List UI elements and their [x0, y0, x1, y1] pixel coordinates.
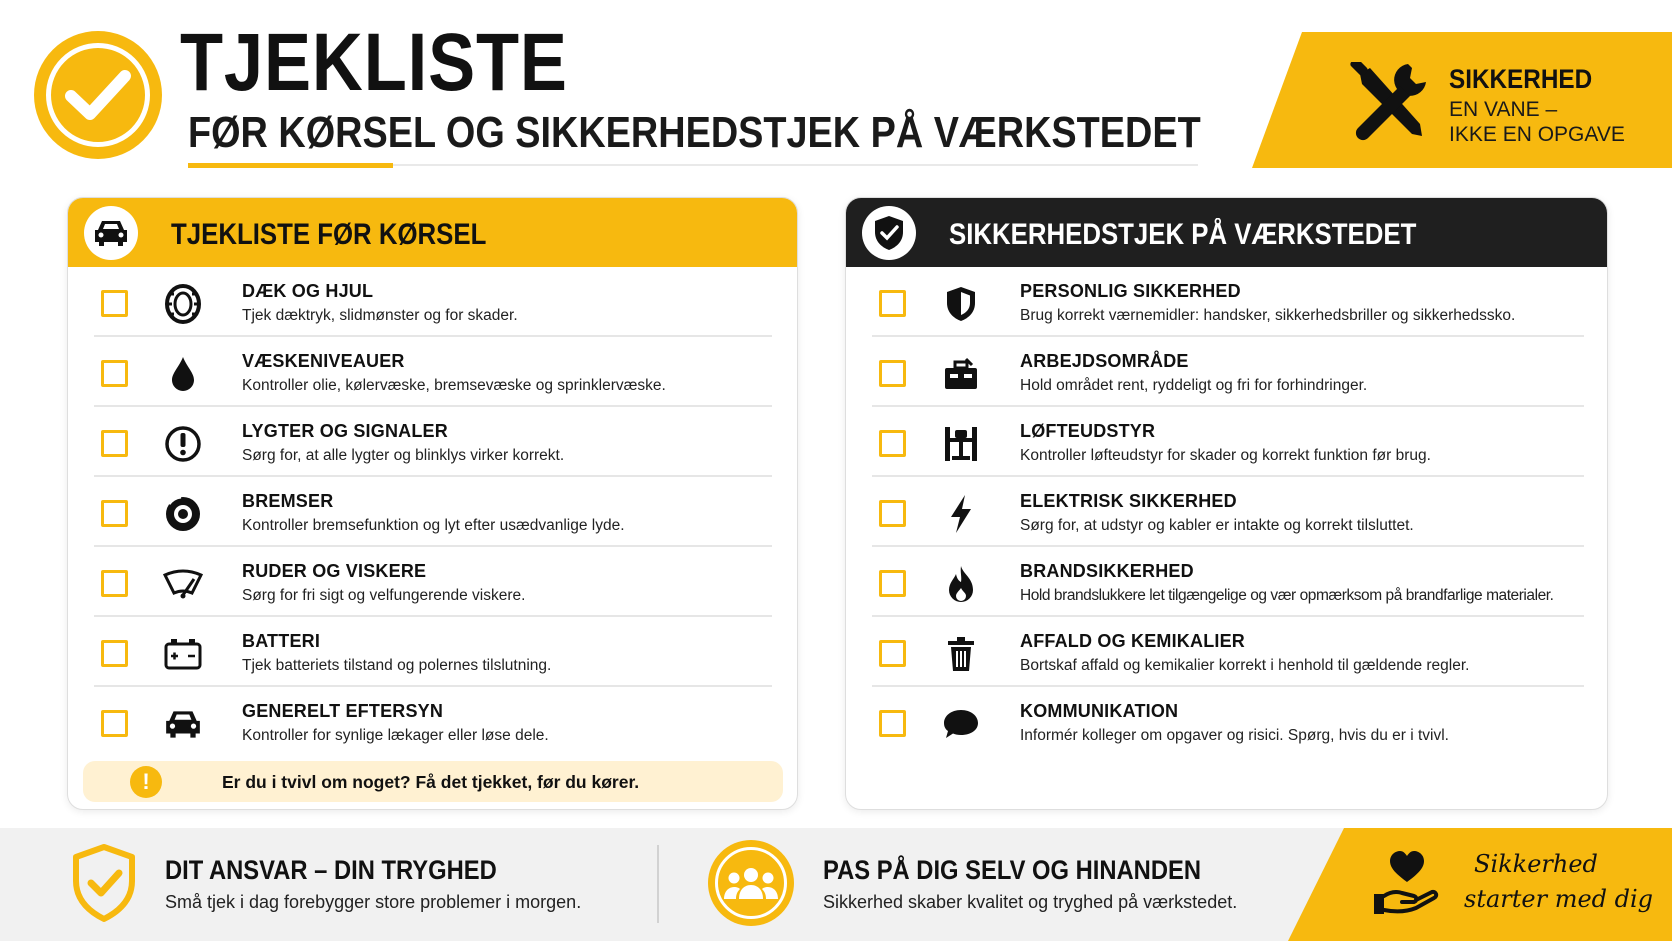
heart-hand-icon	[1372, 848, 1442, 918]
battery-icon	[163, 637, 203, 671]
checkbox[interactable]	[101, 570, 128, 597]
footer-middle-title: PAS PÅ DIG SELV OG HINANDEN	[823, 855, 1202, 885]
checkbox[interactable]	[101, 360, 128, 387]
checklist-item	[872, 687, 1584, 757]
item-description: Sørg for fri sigt og velfungerende viskere.	[242, 587, 526, 604]
item-title: ELEKTRISK SIKKERHED	[1020, 491, 1237, 511]
item-description: Kontroller bremsefunktion og lyt efter usædvanlige lyde.	[242, 517, 625, 534]
shield-check-icon	[872, 214, 906, 252]
item-description: Hold området rent, ryddeligt og fri for forhindringer.	[1020, 377, 1368, 394]
item-description: Sørg for, at udstyr og kabler er intakte og korrekt tilsluttet.	[1020, 517, 1414, 534]
item-description: Informér kolleger om opgaver og risici. Spørg, hvis du er i tvivl.	[1020, 727, 1449, 744]
toolbox-icon	[942, 356, 980, 392]
checkbox[interactable]	[879, 290, 906, 317]
checklist-item	[872, 477, 1584, 547]
checklist-item	[94, 547, 772, 617]
drop-icon	[169, 355, 197, 393]
checklist-item	[872, 407, 1584, 477]
tire-icon	[164, 284, 202, 324]
item-description: Tjek dæktryk, slidmønster og for skader.	[242, 307, 518, 324]
trash-icon	[946, 635, 976, 673]
checklist-item	[94, 687, 772, 757]
lightning-icon	[948, 494, 974, 534]
wrench-screwdriver-icon	[1350, 62, 1428, 144]
item-description: Kontroller løfteudstyr for skader og korrekt funktion før brug.	[1020, 447, 1431, 464]
item-description: Kontroller olie, kølervæske, bremsevæske og sprinklervæske.	[242, 377, 666, 394]
checkbox[interactable]	[879, 710, 906, 737]
item-title: VÆSKENIVEAUER	[242, 351, 405, 371]
checklist-item	[872, 547, 1584, 617]
item-title: BRANDSIKKERHED	[1020, 561, 1194, 581]
item-title: PERSONLIG SIKKERHED	[1020, 281, 1241, 301]
footer-divider	[657, 845, 659, 923]
checkbox[interactable]	[101, 430, 128, 457]
car-icon	[92, 218, 130, 248]
checklist-item	[94, 337, 772, 407]
panel-header	[68, 198, 797, 267]
brake-disc-icon	[163, 494, 203, 534]
item-title: KOMMUNIKATION	[1020, 701, 1179, 721]
tip-text: Er du i tvivl om noget? Få det tjekket, før du kører.	[222, 772, 640, 792]
checkbox[interactable]	[879, 430, 906, 457]
checkmark-icon	[65, 68, 131, 122]
item-description: Tjek batteriets tilstand og polernes tilslutning.	[242, 657, 552, 674]
car-icon	[163, 708, 203, 740]
logo-badge	[34, 31, 162, 159]
item-title: DÆK OG HJUL	[242, 281, 374, 301]
banner-title: SIKKERHED	[1449, 64, 1593, 94]
checklist-item	[872, 617, 1584, 687]
shield-icon	[944, 285, 978, 323]
footer-slogan-line-2: starter med dig	[1464, 885, 1654, 913]
panel-header	[846, 198, 1607, 267]
footer-left-title: DIT ANSVAR – DIN TRYGHED	[165, 855, 497, 885]
panel-title: TJEKLISTE FØR KØRSEL	[171, 218, 487, 251]
checklist-item	[94, 267, 772, 337]
checkbox[interactable]	[879, 570, 906, 597]
item-title: RUDER OG VISKERE	[242, 561, 427, 581]
exclamation-icon: !	[130, 766, 162, 798]
item-title: GENERELT EFTERSYN	[242, 701, 444, 721]
checklist-item	[94, 477, 772, 547]
page-subtitle: FØR KØRSEL OG SIKKERHEDSTJEK PÅ VÆRKSTEDET	[188, 108, 1201, 157]
checkbox[interactable]	[879, 360, 906, 387]
lift-icon	[942, 424, 980, 464]
people-icon	[721, 863, 781, 903]
checkbox[interactable]	[101, 500, 128, 527]
item-description: Sørg for, at alle lygter og blinklys virker korrekt.	[242, 447, 565, 464]
footer-middle-text: Sikkerhed skaber kvalitet og tryghed på værkstedet.	[823, 892, 1238, 912]
panel-badge	[862, 206, 916, 260]
item-title: BREMSER	[242, 491, 334, 511]
footer-slogan-line-1: Sikkerhed	[1474, 850, 1598, 878]
workshop-safety-panel	[845, 197, 1608, 810]
banner-line-1: EN VANE –	[1449, 98, 1558, 121]
banner-line-2: IKKE EN OPGAVE	[1449, 123, 1625, 146]
panel-title: SIKKERHEDSTJEK PÅ VÆRKSTEDET	[949, 218, 1417, 251]
item-description: Kontroller for synlige lækager eller løse dele.	[242, 727, 549, 744]
checkbox[interactable]	[879, 640, 906, 667]
pre-drive-checklist-panel	[67, 197, 798, 810]
wiper-icon	[162, 567, 204, 601]
shield-check-icon	[70, 843, 138, 923]
checkbox[interactable]	[101, 710, 128, 737]
item-title: AFFALD OG KEMIKALIER	[1020, 631, 1245, 651]
checklist-item	[872, 337, 1584, 407]
title-underline	[188, 163, 393, 168]
checklist-item	[94, 407, 772, 477]
footer-people-badge	[708, 840, 794, 926]
item-title: LYGTER OG SIGNALER	[242, 421, 448, 441]
chat-bubble-icon	[942, 707, 980, 741]
checklist-item	[94, 617, 772, 687]
footer-left-text: Små tjek i dag forebygger store problemer i morgen.	[165, 892, 582, 912]
panel-badge	[84, 206, 138, 260]
tip-banner	[83, 761, 783, 802]
item-description: Bortskaf affald og kemikalier korrekt i henhold til gældende regler.	[1020, 657, 1470, 674]
checkbox[interactable]	[101, 640, 128, 667]
checkbox[interactable]	[879, 500, 906, 527]
flame-icon	[945, 564, 977, 604]
item-description: Brug korrekt værnemidler: handsker, sikkerhedsbriller og sikkerhedssko.	[1020, 307, 1516, 324]
item-description: Hold brandslukkere let tilgængelige og vær opmærksom på brandfarlige materialer.	[1020, 587, 1554, 604]
item-title: LØFTEUDSTYR	[1020, 421, 1156, 441]
item-title: BATTERI	[242, 631, 321, 651]
title-divider	[393, 164, 1198, 166]
warning-light-icon	[163, 424, 203, 464]
checkbox[interactable]	[101, 290, 128, 317]
item-title: ARBEJDSOMRÅDE	[1020, 351, 1189, 371]
page-title: TJEKLISTE	[180, 17, 568, 108]
checklist-item	[872, 267, 1584, 337]
